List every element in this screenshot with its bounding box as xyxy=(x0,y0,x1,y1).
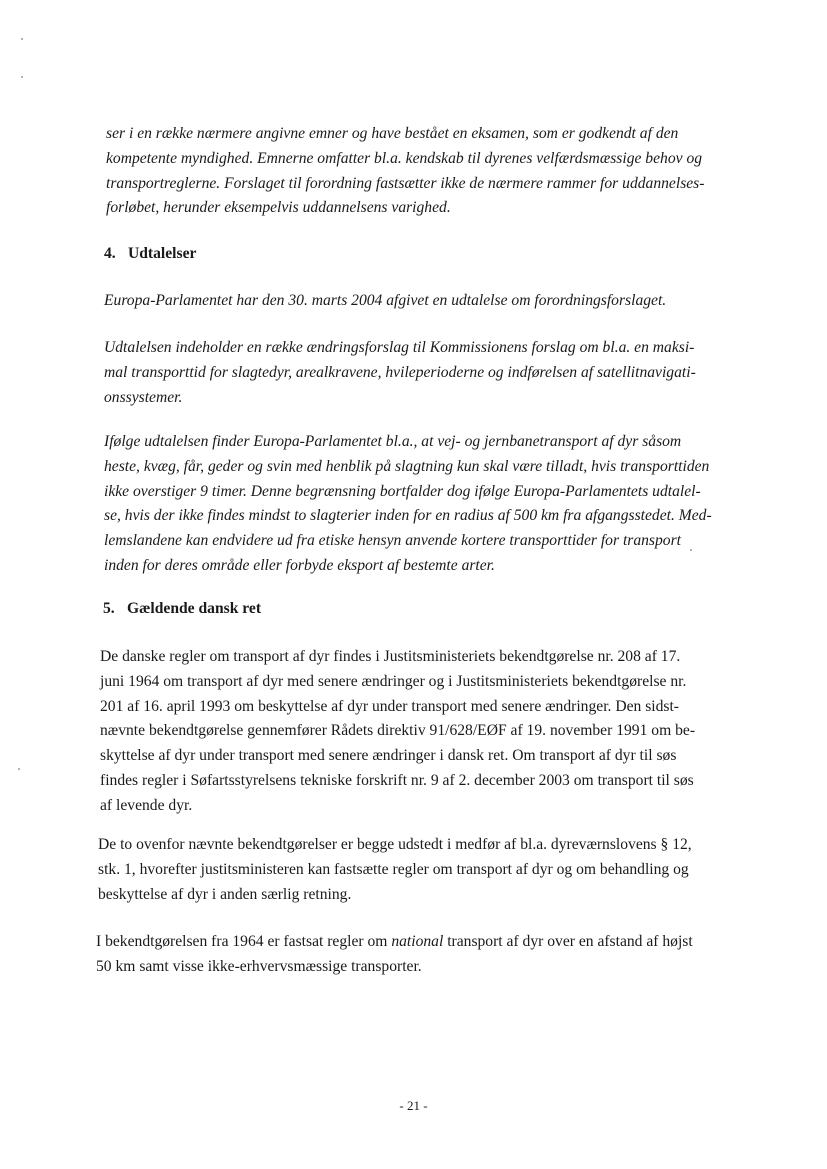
text-line: af levende dyr. xyxy=(100,796,193,814)
text-line: mal transporttid for slagtedyr, arealkravene, hvileperioderne og indførelsen af satellitnavigati- xyxy=(104,363,696,381)
continuation-paragraph xyxy=(106,122,747,221)
text-line: lemslandene kan endvidere ud fra etiske hensyn anvende kortere transporttider for transport xyxy=(104,532,681,550)
text-line: stk. 1, hvorefter justitsministeren kan fastsætte regler om transport af dyr og om behandling og xyxy=(98,860,689,878)
scan-speck xyxy=(21,76,23,78)
dansk-ret-paragraph-2 xyxy=(98,833,747,907)
text-line: ser i en række nærmere angivne emner og have bestået en eksamen, som er godkendt af den xyxy=(106,125,679,142)
text-line: transportreglerne. Forslaget til forordning fastsætter ikke de nærmere rammer for uddannelses- xyxy=(106,174,705,192)
dansk-ret-paragraph-1 xyxy=(100,645,747,819)
text-line: kompetente myndighed. Emnerne omfatter bl.a. kendskab til dyrenes velfærdsmæssige behov og xyxy=(106,149,703,167)
text-run: transport af dyr over en afstand af højst xyxy=(443,933,693,950)
udtalelser-paragraph-3 xyxy=(104,430,747,579)
emphasis-national: national xyxy=(391,933,444,950)
udtalelser-paragraph-2 xyxy=(104,336,747,410)
text-line: beskyttelse af dyr i anden særlig retning. xyxy=(98,885,352,903)
udtalelser-paragraph-1 xyxy=(104,289,747,314)
text-line: juni 1964 om transport af dyr med senere ændringer og i Justitsministeriets bekendtgørelse nr. xyxy=(100,672,687,690)
text-line: inden for deres område eller forbyde eksport af bestemte arter. xyxy=(104,556,495,574)
text-line: Udtalelsen indeholder en række ændringsforslag til Kommissionens forslag om bl.a. en maksi- xyxy=(104,339,695,356)
text-line: De to ovenfor nævnte bekendtgørelser er begge udstedt i medfør af bl.a. dyreværnslovens § 12, xyxy=(98,836,692,853)
page-number: - 21 - xyxy=(399,1098,428,1113)
section-title: Udtalelser xyxy=(128,245,197,262)
text-line xyxy=(96,930,747,955)
text-line: findes regler i Søfartsstyrelsens tekniske forskrift nr. 9 af 2. december 2003 om transport til søs xyxy=(100,771,694,789)
text-line: 201 af 16. april 1993 om beskyttelse af dyr under transport med senere ændringer. Den sidst- xyxy=(100,697,679,715)
text-line: 50 km samt visse ikke-erhvervsmæssige transporter. xyxy=(96,957,422,975)
section-heading-gaeldende-dansk-ret xyxy=(103,598,261,620)
dansk-ret-paragraph-3 xyxy=(96,930,747,980)
scan-speck xyxy=(21,38,23,40)
text-run: I bekendtgørelsen fra 1964 er fastsat regler om xyxy=(96,933,392,950)
section-title: Gældende dansk ret xyxy=(127,600,262,617)
text-line: Ifølge udtalelsen finder Europa-Parlamentet bl.a., at vej- og jernbanetransport af dyr såsom xyxy=(104,433,682,450)
text-line: se, hvis der ikke findes mindst to slagterier inden for en radius af 500 km fra afgangsstedet. Med- xyxy=(104,507,712,525)
text-line: ikke overstiger 9 timer. Denne begrænsning bortfalder dog ifølge Europa-Parlamentets udtalel- xyxy=(104,482,701,500)
text-line: onssystemer. xyxy=(104,388,183,406)
section-number: 5. xyxy=(103,600,115,617)
text-line: forløbet, herunder eksempelvis uddannelsens varighed. xyxy=(106,199,451,217)
text-line: De danske regler om transport af dyr findes i Justitsministeriets bekendtgørelse nr. 208 af 17. xyxy=(100,648,681,665)
scan-speck xyxy=(18,768,20,770)
text-line: skyttelse af dyr under transport med senere ændringer i dansk ret. Om transport af dyr til søs xyxy=(100,747,677,765)
section-heading-udtalelser xyxy=(104,243,196,265)
section-number: 4. xyxy=(104,245,116,262)
text-line: Europa-Parlamentet har den 30. marts 2004 afgivet en udtalelse om forordningsforslaget. xyxy=(104,292,667,309)
text-line: heste, kvæg, får, geder og svin med henblik på slagtning kun skal være tilladt, hvis transporttiden xyxy=(104,457,710,475)
text-line: nævnte bekendtgørelse gennemfører Rådets direktiv 91/628/EØF af 19. november 1991 om be- xyxy=(100,722,696,740)
